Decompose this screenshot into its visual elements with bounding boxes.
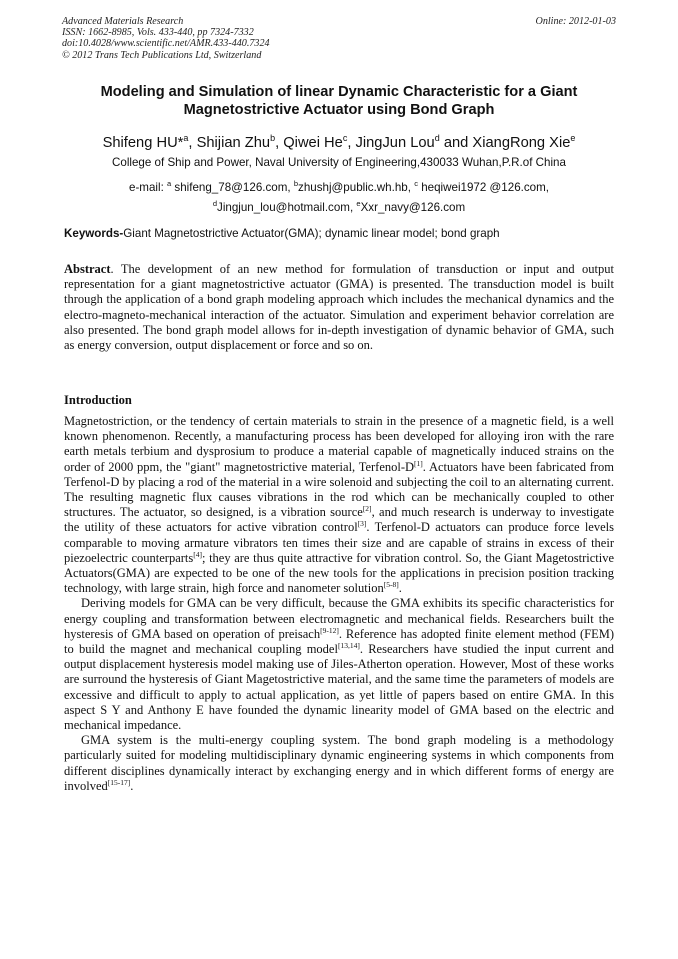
email-mark: c xyxy=(414,179,418,188)
keywords-text: Giant Magnetostrictive Actuator(GMA); dynamic linear model; bond graph xyxy=(123,227,500,240)
author-separator: , xyxy=(347,134,356,151)
email-line-2 xyxy=(40,196,638,216)
author-name: Shifeng HU* xyxy=(102,134,184,151)
paper-title: Modeling and Simulation of linear Dynamic Characteristic for a Giant Magnetostrictive Actuator using Bond Graph xyxy=(100,84,578,119)
author-list xyxy=(40,129,638,152)
email-mark: e xyxy=(356,199,361,209)
email-d: Jingjun_lou@hotmail.com, xyxy=(217,201,354,215)
doi-line: doi:10.4028/www.scientific.net/AMR.433-440.7324 xyxy=(62,38,270,50)
issn-line: ISSN: 1662-8985, Vols. 433-440, pp 7324-7332 xyxy=(62,27,254,39)
abstract xyxy=(64,262,614,353)
email-e: Xxr_navy@126.com xyxy=(360,201,466,215)
author-mark: b xyxy=(270,133,276,143)
paragraph-text: Deriving models for GMA can be very difficult, because the GMA exhibits its specific characteristics for energy coupling and transformation between electromagnetic and mechanical fields. Researchers built the hysteresis of GMA based on operation of preisach xyxy=(64,596,614,641)
abstract-label: Abstract xyxy=(64,262,111,276)
author-mark: d xyxy=(434,133,440,143)
abstract-text: . The development of an new method for formulation of transduction or input and output representation for a giant magnetostrictive actuator (GMA) is presented. The transduction model is built through the application of a bond graph modeling approach which includes the mechanical dynamics and the electro-magneto-mechanical interaction of the actuator. Simulation and experiment behavior correlation are also presented. The bond graph model allows for in-depth investigation of dynamic behavior of GMA, such as energy conversion, output displacement or force and so on. xyxy=(64,262,614,353)
citation: [15-17] xyxy=(107,777,131,787)
online-date: Online: 2012-01-03 xyxy=(535,16,616,27)
paragraph-text: . Actuators have been fabricated from Terfenol-D by placing a rod of the material in a wire solenoid and subjecting the coil to an alternating current. The resulting magnetic flux causes vibrations in the rod which can be mechanically coupled to other structures. The actuator, so designed, is a vibration source xyxy=(64,459,614,520)
email-mark: b xyxy=(293,179,299,188)
author-mark: c xyxy=(342,133,348,143)
intro-paragraph-3 xyxy=(64,733,614,794)
author-name: JingJun Lou xyxy=(355,134,435,151)
journal-name: Advanced Materials Research xyxy=(62,16,184,27)
paragraph-text: . xyxy=(398,581,402,596)
author-and: and xyxy=(439,134,473,151)
email-mark: a xyxy=(167,179,172,188)
email-label: e-mail: xyxy=(129,180,168,194)
intro-paragraph-2 xyxy=(64,596,614,733)
keywords-line xyxy=(64,227,624,241)
author-separator: , xyxy=(275,134,284,151)
citation: [9-12] xyxy=(320,625,339,635)
citation: [4] xyxy=(193,549,202,559)
email-line-1 xyxy=(40,176,638,196)
paragraph-text: , and much research is underway to investigate the utility of these actuators for active vibration control xyxy=(64,505,614,535)
author-name: Shijian Zhu xyxy=(196,134,271,151)
paragraph-text: . Terfenol-D actuators can produce force levels comparable to moving armature vibrators ten times their size and are capable of strains in excess of their piezoelectric counterparts xyxy=(64,520,614,565)
author-name: XiangRong Xie xyxy=(472,134,571,151)
email-b: zhushj@public.wh.hb, xyxy=(298,180,411,194)
paragraph-text: GMA system is the multi-energy coupling system. The bond graph modeling is a methodology particularly suited for modeling multidisciplinary dynamic engineering systems in which components from different disciplines dynamically interact by exchanging energy and in which different forms of energy are involved xyxy=(64,733,614,793)
author-mark: e xyxy=(570,133,576,143)
paragraph-text: . Reference has adopted finite element method (FEM) to build the magnet and mechanical coupling model xyxy=(64,626,614,657)
section-heading-introduction: Introduction xyxy=(64,393,132,407)
abstract-paragraph xyxy=(64,262,614,353)
author-name: Qiwei He xyxy=(283,134,343,151)
author-separator: , xyxy=(188,134,197,151)
introduction-body xyxy=(64,414,614,794)
email-mark: d xyxy=(212,199,218,209)
affiliation: College of Ship and Power, Naval University of Engineering,430033 Wuhan,P.R.of China xyxy=(112,156,566,169)
citation: [13,14] xyxy=(337,640,360,650)
copyright-line: © 2012 Trans Tech Publications Ltd, Switzerland xyxy=(62,49,262,61)
paragraph-text: . Researchers have studied the input current and output displacement hysteresis model making use of Jiles-Atherton operation. However, Most of these works are surround the hysteresis of Giant Magetostrictive material, and the same time the parameters of models are excessive and difficult to apply to actual application, as yet little of papers based on entire GMA. In this aspect S Y and Anthony E have founded the dynamic linearity model of GMA based on the electric and mechanical impedance. xyxy=(64,642,614,733)
email-c: heqiwei1972 @126.com, xyxy=(421,180,549,194)
email-a: shifeng_78@126.com, xyxy=(174,180,291,194)
paragraph-text: Magnetostriction, or the tendency of certain materials to strain in the presence of a magnetic field, is a well known phenomenon. Recently, a manufacturing process has been developed for alloying iron with the rare earth metals terbium and dysprosium to produce a material capable of magnetically induced strains on the order of 2000 ppm, the "giant" magnetostrictive material, Terfenol-D xyxy=(64,414,614,474)
citation: [5-8] xyxy=(383,580,399,590)
citation: [1] xyxy=(414,458,423,468)
intro-paragraph-1 xyxy=(64,414,614,596)
email-block xyxy=(40,176,638,217)
paragraph-text: ; they are thus quite attractive for vibration control. So, the Giant Magetostrictive Actuators(GMA) are expected to be one of the new tools for the applications in precision position tracking technology, with large strain, high force and nanometer solution xyxy=(64,550,615,596)
paragraph-text: . xyxy=(130,778,134,793)
author-mark: a xyxy=(183,133,189,143)
journal-header xyxy=(62,16,616,61)
citation: [3] xyxy=(357,519,367,529)
keywords-label: Keywords- xyxy=(64,227,124,240)
citation: [2] xyxy=(362,504,372,514)
